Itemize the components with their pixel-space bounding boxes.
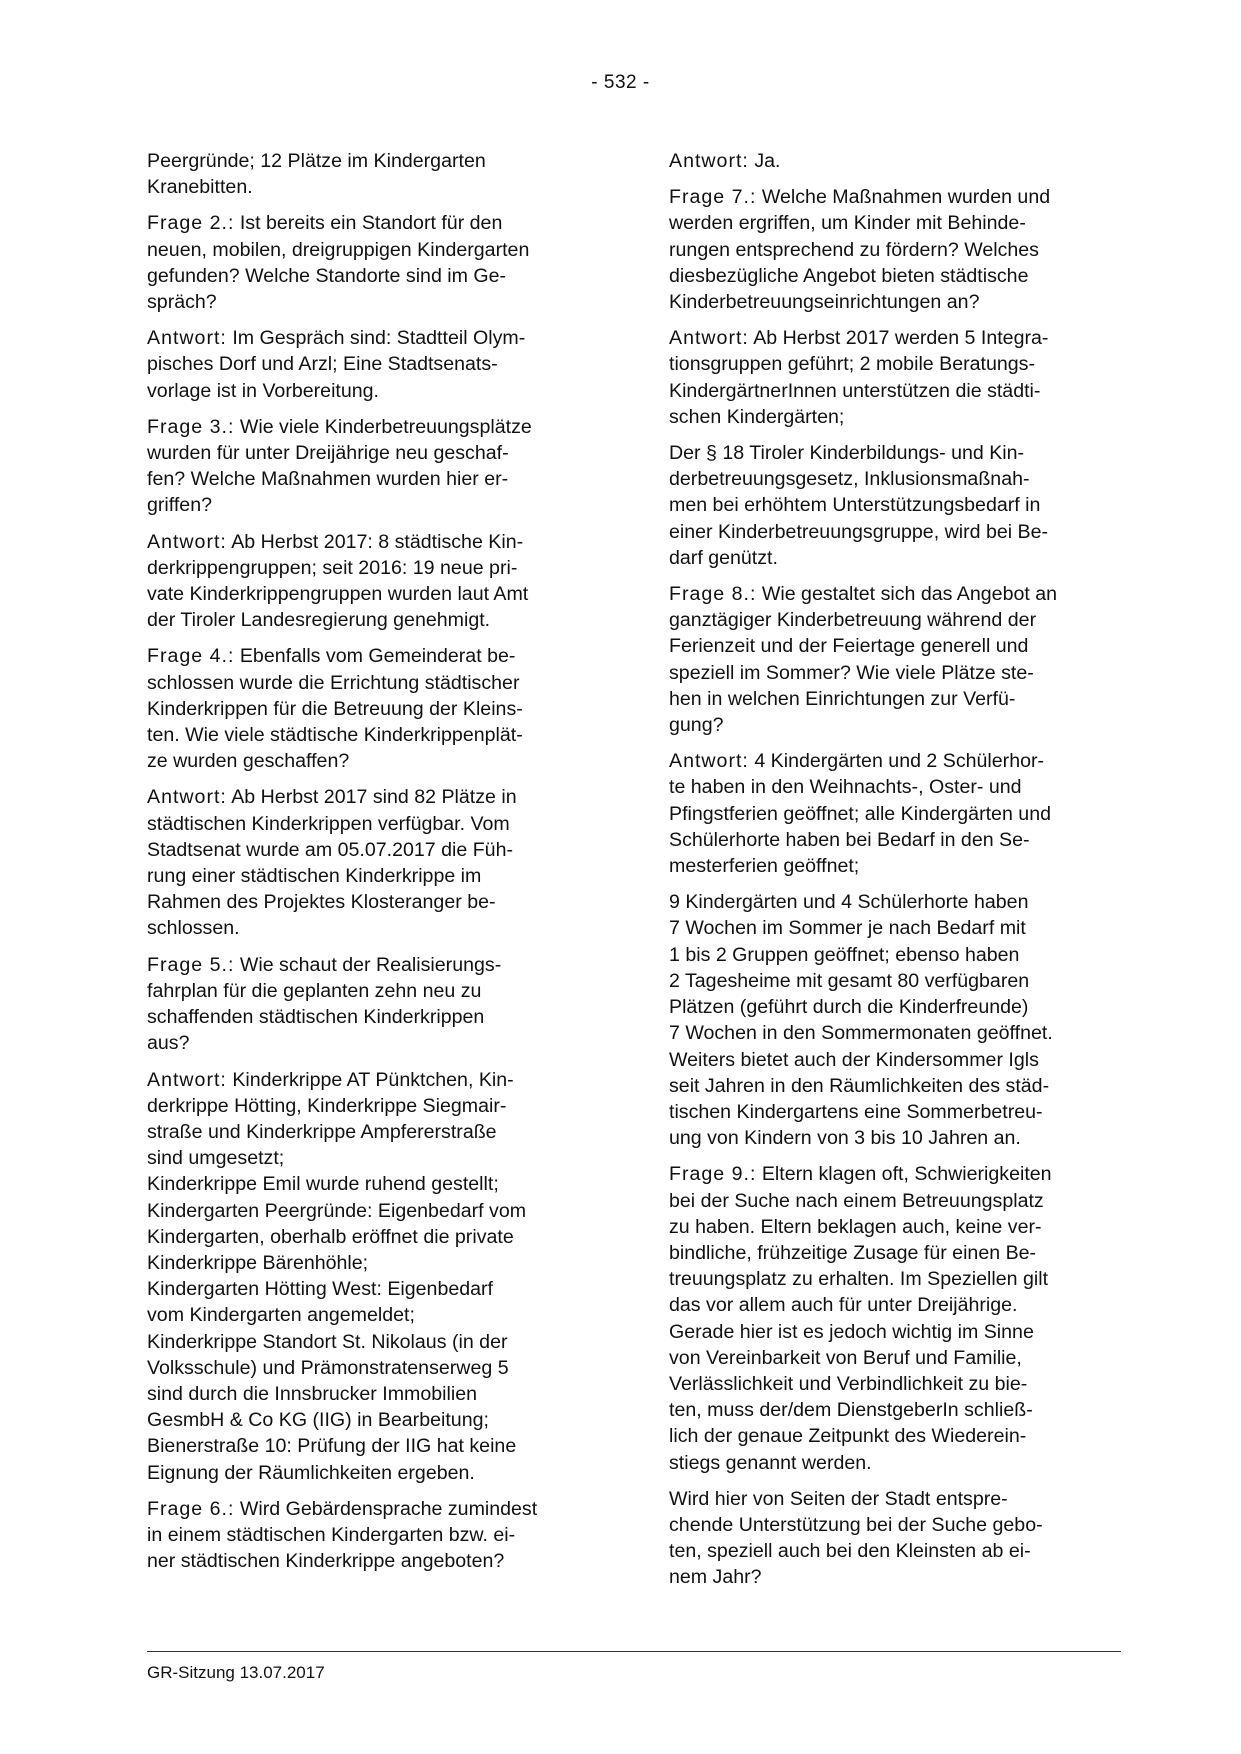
paragraph-text: Der § 18 Tiroler Kinderbildungs- und Kin- derbetreuungsgesetz, Inklusionsmaßnah- men bei erhöhtem Unterstützungsbedarf in einer Kinderbetreuungsgruppe, wird bei Be- darf genützt. bbox=[669, 442, 1049, 569]
paragraph-text: Im Gespräch sind: Stadtteil Olym- pisches Dorf und Arzl; Eine Stadtsenats- vorlage ist in Vorbereitung. bbox=[147, 327, 526, 402]
paragraph-label: Frage 7.: bbox=[669, 186, 757, 209]
paragraph-label: Antwort: bbox=[147, 786, 227, 809]
paragraph bbox=[669, 440, 1125, 571]
paragraph-text: 4 Kindergärten und 2 Schülerhor- te haben in den Weihnachts-, Oster- und Pfingstferien geöffnet; alle Kindergärten und Schülerhorte haben bei Bedarf in den Se- mesterferien geöffnet; bbox=[669, 750, 1051, 878]
paragraph bbox=[147, 1496, 602, 1575]
paragraph bbox=[147, 148, 602, 200]
paragraph-text: Wie gestaltet sich das Angebot an ganztägiger Kinderbetreuung während der Ferienzeit und der Feiertage generell und speziell im Sommer? Wie viele Plätze ste- hen in welchen Einrichtungen zur Verfü- gung? bbox=[669, 583, 1058, 737]
paragraph-label: Frage 9.: bbox=[669, 1163, 757, 1186]
paragraph bbox=[669, 1486, 1125, 1591]
paragraph-text: Kinderkrippe AT Pünktchen, Kin- derkrippe Hötting, Kinderkrippe Siegmair- straße und Kinderkrippe Ampfererstraße sind umgesetzt; Kinderkrippe Emil wurde ruhend gestellt; Kindergarten Peergründe: Eigenbedarf vom Kindergarten, oberhalb eröffnet die private Kinderkrippe Bärenhöhle; Kindergarten Hötting West: Eigenbedarf vom Kindergarten angemeldet; Kinderkrippe Standort St. Nikolaus (in der Volksschule) und Prämonstratenserweg 5 sind durch die Innsbrucker Immobilien GesmbH & Co KG (IIG) in Bearbeitung; Bienerstraße 10: Prüfung der IIG hat keine Eignung der Räumlichkeiten ergeben. bbox=[147, 1068, 527, 1484]
paragraph bbox=[669, 889, 1125, 1151]
paragraph-label: Antwort: bbox=[669, 327, 749, 350]
paragraph-text: Wie viele Kinderbetreuungsplätze wurden für unter Dreijährige neu geschaf- fen? Welche Maßnahmen wurden hier er- griffen? bbox=[147, 415, 532, 517]
paragraph-label: Frage 4.: bbox=[147, 645, 235, 668]
paragraph-text: Ebenfalls vom Gemeinderat be- schlossen wurde die Errichtung städtischer Kinderkrippen für die Betreuung der Kleins- ten. Wie viele städtische Kinderkrippenplät- ze wurden geschaffen? bbox=[147, 645, 523, 773]
paragraph bbox=[147, 210, 602, 315]
paragraph-label: Frage 8.: bbox=[669, 583, 757, 606]
paragraph-label: Frage 6.: bbox=[147, 1497, 235, 1520]
paragraph-text: Wird hier von Seiten der Stadt entspre- chende Unterstützung bei der Suche gebo- ten, speziell auch bei den Kleinsten ab ei- nem Jahr? bbox=[669, 1487, 1043, 1589]
paragraph-text: 9 Kindergärten und 4 Schülerhorte haben 7 Wochen im Sommer je nach Bedarf mit 1 bis 2 Gruppen geöffnet; ebenso haben 2 Tagesheime mit gesamt 80 verfügbaren Plätzen (geführt durch die Kinderfreunde) 7 Wochen in den Sommermonaten geöffnet. Weiters bietet auch der Kindersommer Igls seit Jahren in den Räumlichkeiten des städ- tischen Kindergartens eine Sommerbetreu- ung von Kindern von 3 bis 10 Jahren an. bbox=[669, 891, 1053, 1150]
paragraph bbox=[147, 529, 602, 634]
paragraph bbox=[669, 325, 1125, 430]
footer-text: GR-Sitzung 13.07.2017 bbox=[147, 1663, 325, 1682]
paragraph bbox=[147, 643, 602, 774]
paragraph-text: Ja. bbox=[748, 150, 781, 172]
paragraph bbox=[669, 1161, 1125, 1475]
paragraph-text: Peergründe; 12 Plätze im Kindergarten Kranebitten. bbox=[147, 150, 486, 199]
paragraph bbox=[147, 414, 602, 519]
footer-divider bbox=[147, 1651, 1121, 1652]
paragraph-text: Welche Maßnahmen wurden und werden ergriffen, um Kinder mit Behinde- rungen entsprechend zu fördern? Welches diesbezügliche Angebot bieten städtische Kinderbetreuungseinrichtungen an? bbox=[669, 186, 1051, 314]
paragraph-text: Ab Herbst 2017: 8 städtische Kin- derkrippengruppen; seit 2016: 19 neue pri- vate Kinderkrippengruppen wurden laut Amt der Tiroler Landesregierung genehmigt. bbox=[147, 530, 529, 632]
paragraph bbox=[669, 184, 1125, 315]
paragraph-label: Antwort: bbox=[147, 327, 227, 350]
paragraph-text: Wird Gebärdensprache zumindest in einem städtischen Kindergarten bzw. ei- ner städtischen Kinderkrippe angeboten? bbox=[147, 1497, 538, 1573]
paragraph-text: Eltern klagen oft, Schwierigkeiten bei der Suche nach einem Betreuungsplatz zu haben. Eltern beklagen auch, keine ver- bindliche, frühzeitige Zusage für einen Be- treuungsplatz zu erhalten. Im Speziellen gilt das vor allem auch für unter Dreijährige. Gerade hier ist es jedoch wichtig im Sinne von Vereinbarkeit von Beruf und Familie, Verlässlichkeit und Verbindlichkeit zu bie- ten, muss der/dem DienstgeberIn schließ- lich der genaue Zeitpunkt des Wiederein- stiegs genannt werden. bbox=[669, 1163, 1052, 1474]
paragraph bbox=[669, 148, 1125, 174]
paragraph-text: Ist bereits ein Standort für den neuen, mobilen, dreigruppigen Kindergarten gefunden? Welche Standorte sind im Ge- spräch? bbox=[147, 212, 530, 314]
paragraph bbox=[147, 325, 602, 404]
left-column bbox=[147, 148, 602, 1584]
paragraph-text: Wie schaut der Realisierungs- fahrplan für die geplanten zehn neu zu schaffenden städtischen Kinderkrippen aus? bbox=[147, 953, 502, 1055]
right-column bbox=[669, 148, 1125, 1601]
paragraph-label: Frage 2.: bbox=[147, 212, 235, 235]
paragraph-label: Frage 3.: bbox=[147, 415, 235, 438]
paragraph bbox=[669, 581, 1125, 738]
paragraph-text: Ab Herbst 2017 werden 5 Integra- tionsgruppen geführt; 2 mobile Beratungs- KindergärtnerInnen unterstützen die städti- schen Kindergärten; bbox=[669, 327, 1049, 428]
paragraph bbox=[147, 1067, 602, 1486]
paragraph-label: Antwort: bbox=[669, 750, 749, 773]
page-number: - 532 - bbox=[591, 72, 650, 93]
paragraph-label: Antwort: bbox=[147, 1068, 227, 1091]
paragraph-label: Antwort: bbox=[147, 530, 227, 553]
paragraph bbox=[147, 952, 602, 1057]
paragraph-label: Frage 5.: bbox=[147, 953, 235, 976]
paragraph bbox=[669, 748, 1125, 879]
paragraph-text: Ab Herbst 2017 sind 82 Plätze in städtischen Kinderkrippen verfügbar. Vom Stadtsenat wurde am 05.07.2017 die Füh- rung einer städtischen Kinderkrippe im Rahmen des Projektes Klosteranger be- schlossen. bbox=[147, 786, 517, 940]
paragraph-label: Antwort: bbox=[669, 150, 749, 172]
paragraph bbox=[147, 784, 602, 941]
